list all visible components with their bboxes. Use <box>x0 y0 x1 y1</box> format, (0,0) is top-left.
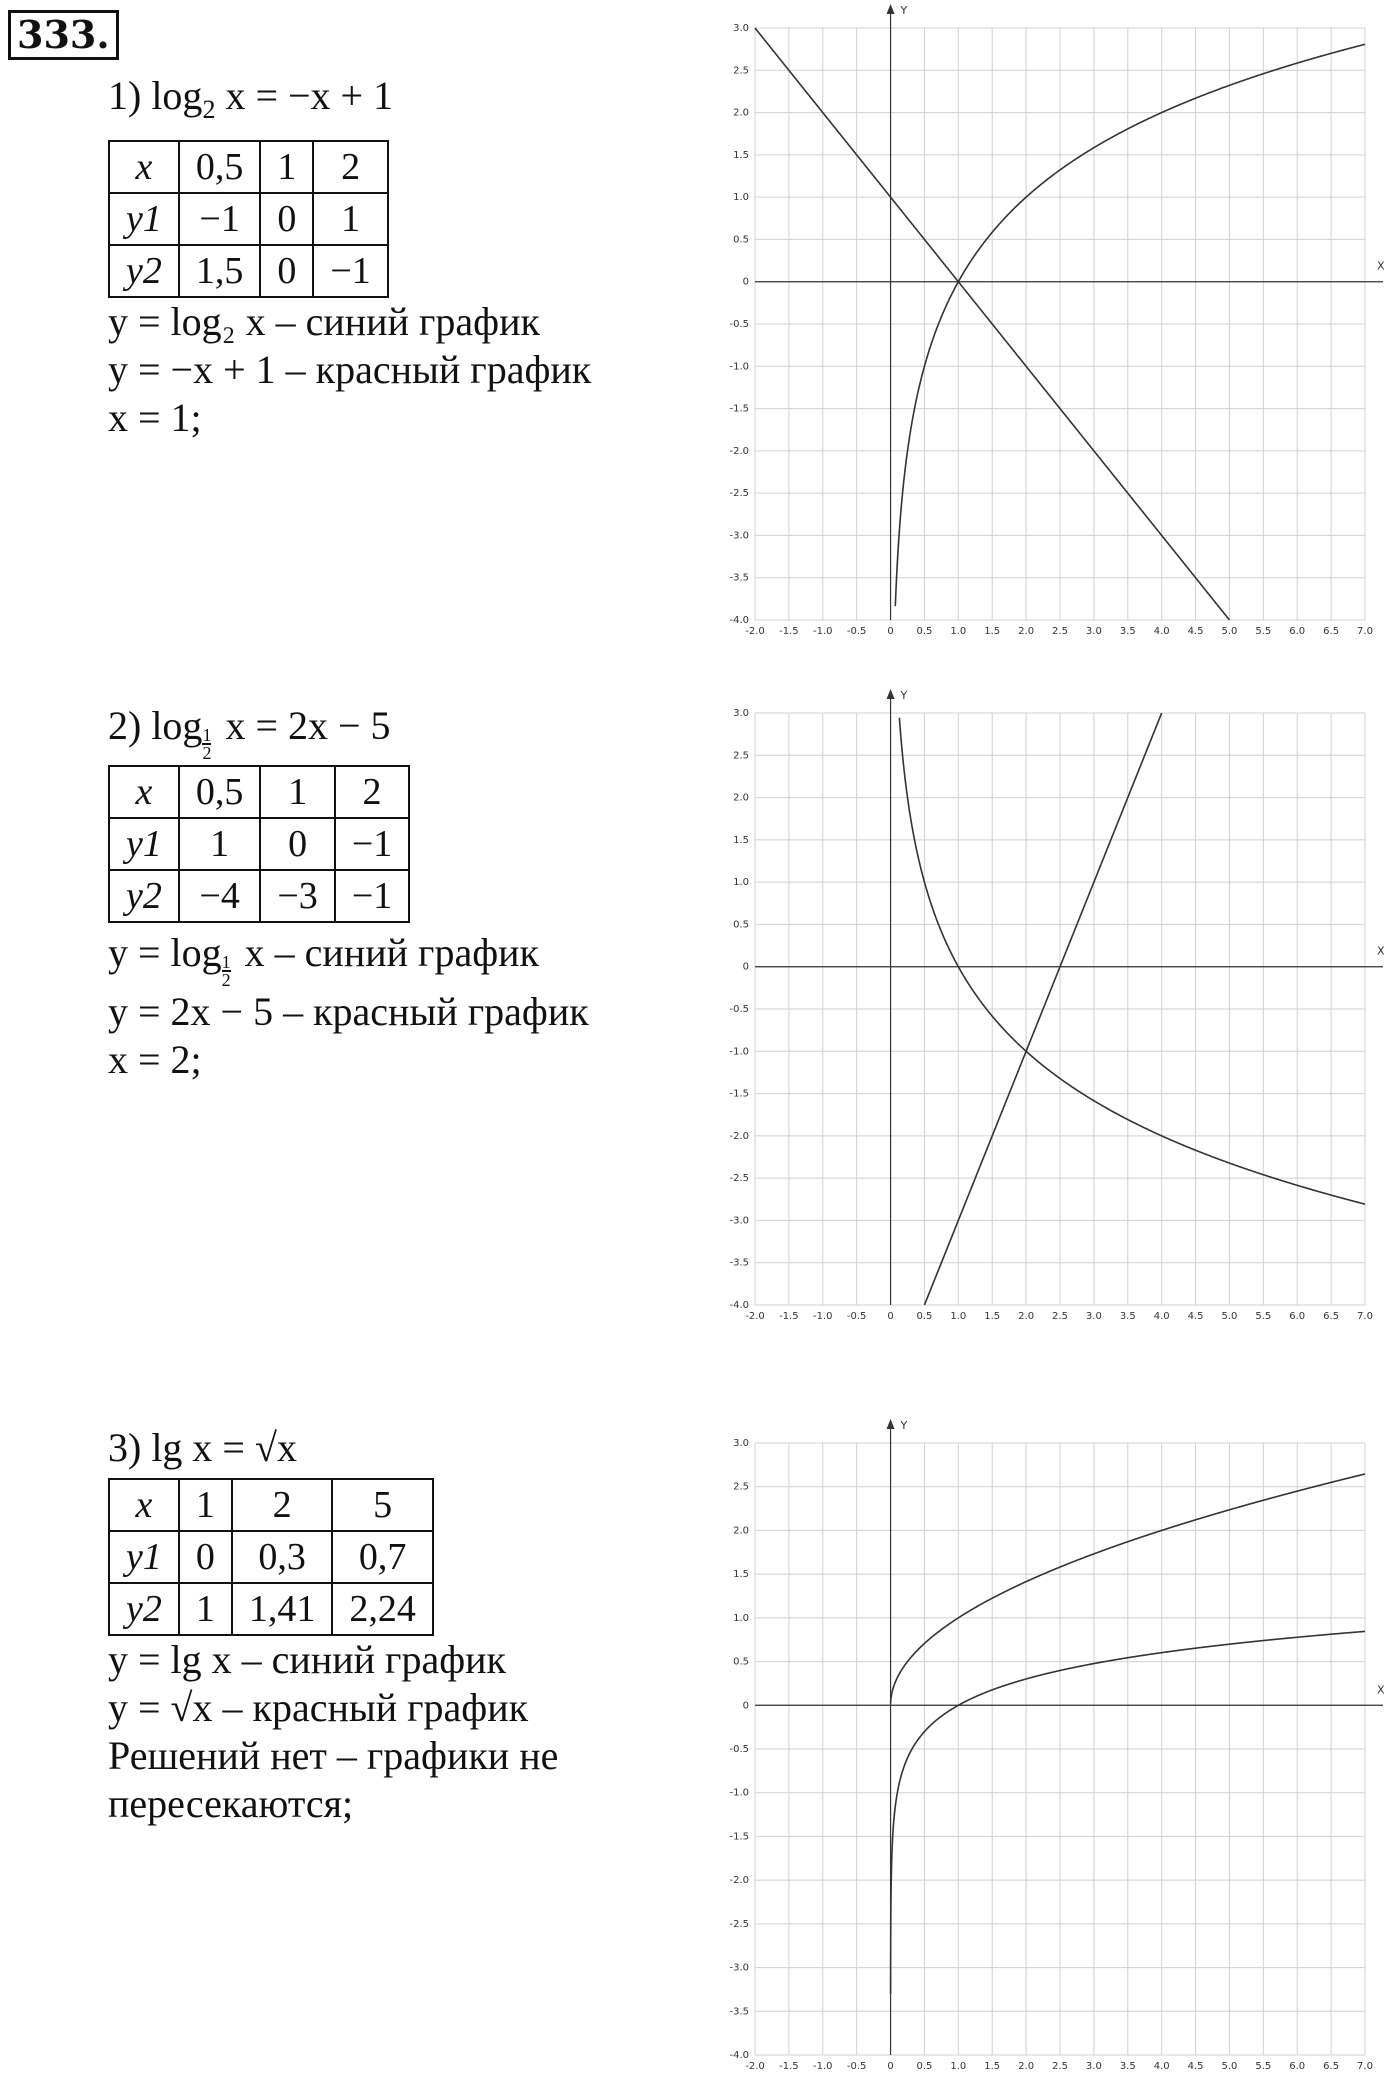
problem-2-answer: x = 2; <box>108 1037 202 1082</box>
y-tick-label: 3.0 <box>733 708 749 719</box>
x-axis-label: X <box>1377 1683 1385 1697</box>
problem-2-heading <box>108 700 589 761</box>
x-tick-label: 4.0 <box>1153 2061 1170 2072</box>
y-tick-label: 0 <box>742 1700 749 1712</box>
table-cell: 5 <box>332 1479 433 1531</box>
table-row <box>109 245 388 297</box>
problem-2-line-1 <box>108 923 589 988</box>
table-cell: 0,5 <box>179 141 261 193</box>
grid <box>755 713 1365 1305</box>
fraction-numerator: 1 <box>221 952 231 972</box>
x-tick-label: 7.0 <box>1357 1311 1373 1322</box>
row-header: y2 <box>109 245 179 297</box>
table-cell: 0 <box>260 818 334 870</box>
x-tick-label: 2.5 <box>1052 2061 1068 2072</box>
table-cell: 1 <box>260 141 313 193</box>
y-axis-label: Y <box>900 1419 908 1432</box>
table-cell: −3 <box>260 870 334 922</box>
y-tick-label: 1.0 <box>733 1612 749 1624</box>
y-tick-label: -4.0 <box>729 2050 749 2061</box>
x-tick-label: 6.0 <box>1289 1311 1306 1322</box>
x-tick-label: 4.5 <box>1187 1311 1204 1322</box>
y-tick-label: 2.0 <box>733 1525 749 1537</box>
y-tick-label: -2.0 <box>729 445 749 457</box>
x-tick-label: 5.5 <box>1255 626 1272 637</box>
fraction-denominator: 2 <box>202 743 212 763</box>
x-tick-label: 1.0 <box>950 1311 967 1322</box>
problem-1-line-2: y = −x + 1 – красный график <box>108 347 592 392</box>
table-row <box>109 1531 433 1583</box>
y-tick-label: -3.5 <box>729 1257 749 1269</box>
y-tick-label: 1.5 <box>733 149 749 161</box>
row-header: x <box>109 1479 179 1531</box>
y-tick-label: -1.5 <box>729 1831 749 1843</box>
chart-1-svg <box>715 0 1395 650</box>
x-tick-label: 3.0 <box>1085 1311 1102 1322</box>
y-tick-label: -2.0 <box>729 1130 749 1142</box>
row-header: y1 <box>109 193 179 245</box>
x-tick-label: -0.5 <box>846 1311 867 1322</box>
x-tick-label: 5.0 <box>1221 1311 1238 1322</box>
table-cell: −1 <box>335 870 409 922</box>
fraction-denominator: 2 <box>221 970 231 990</box>
x-tick-label: 7.0 <box>1357 626 1373 637</box>
x-tick-label: 4.5 <box>1187 626 1204 637</box>
chart-1 <box>715 0 1395 650</box>
table-row <box>109 818 409 870</box>
log-base: 2 <box>202 95 216 124</box>
y-axis-arrow <box>887 689 895 699</box>
x-tick-label: 1.5 <box>984 1311 1001 1322</box>
y-tick-label: -3.0 <box>729 1215 749 1227</box>
values-table-1 <box>108 140 389 298</box>
x-tick-label: 4.0 <box>1153 626 1170 637</box>
x-tick-label: 2.0 <box>1018 1311 1035 1322</box>
heading-rest: x = −x + 1 <box>215 73 394 118</box>
row-header: x <box>109 141 179 193</box>
y-tick-label: -0.5 <box>729 1744 749 1755</box>
table-cell: 0,7 <box>332 1531 433 1583</box>
chart-2 <box>715 685 1395 1335</box>
y-tick-label: 2.0 <box>733 792 749 804</box>
table-cell: 1 <box>179 1583 232 1635</box>
problem-3-answer-1: Решений нет – графики не <box>108 1733 559 1778</box>
x-tick-label: 1.0 <box>950 2061 967 2072</box>
y-tick-label: -2.5 <box>729 1918 749 1930</box>
table-row <box>109 1583 433 1635</box>
x-tick-label: -2.0 <box>745 2061 765 2072</box>
x-tick-label: 6.5 <box>1323 626 1340 637</box>
x-tick-label: -1.5 <box>779 1311 799 1322</box>
table-cell: 1 <box>179 818 261 870</box>
table-cell: 1 <box>260 766 334 818</box>
table-row <box>109 141 388 193</box>
problem-3-line-1: y = lg x – синий график <box>108 1637 506 1682</box>
x-tick-label: 1.5 <box>984 626 1001 637</box>
x-tick-label: 0 <box>887 626 894 637</box>
chart-3-svg <box>715 1415 1395 2085</box>
y-tick-label: -3.0 <box>729 1962 749 1974</box>
x-tick-label: 0.5 <box>916 2061 933 2072</box>
y-tick-label: 0.5 <box>733 234 749 246</box>
x-tick-label: 6.0 <box>1289 626 1306 637</box>
x-axis-label: X <box>1377 259 1385 273</box>
table-row <box>109 870 409 922</box>
y-tick-label: 3.0 <box>733 23 749 34</box>
y-tick-label: -2.5 <box>729 1173 749 1185</box>
chart-2-svg <box>715 685 1395 1335</box>
y-axis-arrow <box>887 4 895 14</box>
y-tick-label: 2.5 <box>733 1481 749 1493</box>
x-tick-label: 1.0 <box>950 626 967 637</box>
y-tick-label: -1.0 <box>729 1046 749 1058</box>
series-line-1 <box>899 718 1365 1204</box>
row-header: y2 <box>109 1583 179 1635</box>
table-cell: 0,5 <box>179 766 261 818</box>
x-tick-label: 6.0 <box>1289 2061 1306 2072</box>
y-tick-label: -3.0 <box>729 530 749 542</box>
x-tick-label: 6.5 <box>1323 2061 1340 2072</box>
table-cell: −1 <box>335 818 409 870</box>
y-tick-label: 1.5 <box>733 1569 749 1581</box>
chart-3 <box>715 1415 1395 2085</box>
y-tick-label: 3.0 <box>733 1438 749 1449</box>
line-prefix: y = log <box>108 930 222 975</box>
y-tick-label: -0.5 <box>729 319 749 330</box>
x-axis-label: X <box>1377 944 1385 958</box>
x-tick-label: 3.0 <box>1085 626 1102 637</box>
x-tick-label: 5.5 <box>1255 2061 1272 2072</box>
y-tick-label: 0.5 <box>733 1656 749 1668</box>
log-base-fraction <box>202 727 211 761</box>
fraction-numerator: 1 <box>202 725 212 745</box>
x-tick-label: 7.0 <box>1357 2061 1373 2072</box>
table-cell: −1 <box>313 245 387 297</box>
problem-3-heading: 3) lg x = √x <box>108 1425 297 1470</box>
x-tick-label: 0 <box>887 1311 894 1322</box>
table-cell: −4 <box>179 870 261 922</box>
table-cell: 2 <box>232 1479 333 1531</box>
x-tick-label: 5.0 <box>1221 626 1238 637</box>
y-tick-label: 2.5 <box>733 65 749 77</box>
row-header: y1 <box>109 1531 179 1583</box>
x-tick-label: 1.5 <box>984 2061 1001 2072</box>
y-tick-label: -2.5 <box>729 488 749 500</box>
x-tick-label: 5.5 <box>1255 1311 1272 1322</box>
line-rest: x – синий график <box>234 930 539 975</box>
x-tick-label: -0.5 <box>846 626 867 637</box>
x-tick-label: -1.0 <box>813 1311 833 1322</box>
table-cell: 1 <box>313 193 387 245</box>
row-header: y2 <box>109 870 179 922</box>
series-line-1 <box>895 44 1365 606</box>
y-tick-label: -3.5 <box>729 2006 749 2018</box>
grid <box>755 1443 1365 2055</box>
table-cell: −1 <box>179 193 261 245</box>
x-tick-label: 2.0 <box>1018 626 1035 637</box>
table-cell: 1,41 <box>232 1583 333 1635</box>
y-tick-label: 0.5 <box>733 919 749 931</box>
problem-1-heading <box>108 70 591 136</box>
y-tick-label: -2.0 <box>729 1875 749 1887</box>
problem-2-line-2: y = 2x − 5 – красный график <box>108 989 589 1034</box>
table-cell: 1 <box>179 1479 232 1531</box>
row-header: y1 <box>109 818 179 870</box>
values-table-3 <box>108 1478 434 1636</box>
x-tick-label: 2.0 <box>1018 2061 1035 2072</box>
y-tick-label: -4.0 <box>729 615 749 626</box>
y-tick-label: -4.0 <box>729 1300 749 1311</box>
table-cell: 2,24 <box>332 1583 433 1635</box>
log-base-fraction <box>222 954 231 988</box>
y-axis-label: Y <box>900 689 908 702</box>
y-axis-arrow <box>887 1419 895 1429</box>
grid <box>755 28 1365 620</box>
y-tick-label: -3.5 <box>729 572 749 584</box>
x-tick-label: 4.5 <box>1187 2061 1204 2072</box>
x-tick-label: 3.5 <box>1119 1311 1136 1322</box>
problem-1-answer: x = 1; <box>108 395 202 440</box>
x-tick-label: 4.0 <box>1153 1311 1170 1322</box>
x-tick-label: 0.5 <box>916 1311 933 1322</box>
table-cell: 0 <box>260 245 313 297</box>
x-tick-label: -1.0 <box>813 626 833 637</box>
y-tick-label: -1.5 <box>729 403 749 415</box>
table-row <box>109 193 388 245</box>
y-tick-label: 0 <box>742 276 749 288</box>
y-tick-label: -1.5 <box>729 1088 749 1100</box>
x-tick-label: -1.5 <box>779 626 799 637</box>
problem-2 <box>108 700 589 1084</box>
y-tick-label: 1.0 <box>733 192 749 204</box>
y-tick-label: -1.0 <box>729 361 749 373</box>
heading-prefix: 2) log <box>108 703 203 748</box>
x-tick-label: 0 <box>887 2061 894 2072</box>
exercise-number: 333. <box>8 10 119 60</box>
x-tick-label: -2.0 <box>745 626 765 637</box>
y-tick-label: 2.0 <box>733 107 749 119</box>
heading-rest: x = 2x − 5 <box>215 703 391 748</box>
x-tick-label: -1.0 <box>813 2061 833 2072</box>
problem-3-line-2: y = √x – красный график <box>108 1685 529 1730</box>
x-tick-label: 2.5 <box>1052 626 1068 637</box>
table-cell: 2 <box>313 141 387 193</box>
x-tick-label: -0.5 <box>846 2061 867 2072</box>
problem-1 <box>108 70 591 442</box>
x-tick-label: 3.5 <box>1119 626 1136 637</box>
table-cell: 0 <box>179 1531 232 1583</box>
table-cell: 1,5 <box>179 245 261 297</box>
x-tick-label: -1.5 <box>779 2061 799 2072</box>
table-cell: 0 <box>260 193 313 245</box>
values-table-2 <box>108 765 410 923</box>
x-tick-label: 2.5 <box>1052 1311 1068 1322</box>
table-row <box>109 766 409 818</box>
x-tick-label: -2.0 <box>745 1311 765 1322</box>
x-tick-label: 6.5 <box>1323 1311 1340 1322</box>
x-tick-label: 3.0 <box>1085 2061 1102 2072</box>
y-tick-label: -1.0 <box>729 1787 749 1799</box>
heading-prefix: 1) log <box>108 73 203 118</box>
y-tick-label: 0 <box>742 961 749 973</box>
x-tick-label: 0.5 <box>916 626 933 637</box>
table-cell: 0,3 <box>232 1531 333 1583</box>
y-axis-label: Y <box>900 4 908 17</box>
y-tick-label: -0.5 <box>729 1004 749 1015</box>
y-tick-label: 2.5 <box>733 750 749 762</box>
x-tick-label: 3.5 <box>1119 2061 1136 2072</box>
y-tick-label: 1.0 <box>733 877 749 889</box>
x-tick-label: 5.0 <box>1221 2061 1238 2072</box>
table-cell: 2 <box>335 766 409 818</box>
table-row <box>109 1479 433 1531</box>
problem-3-answer-2: пересекаются; <box>108 1781 354 1826</box>
problem-1-line-1: y = log₂ x – синий график <box>108 299 540 344</box>
y-tick-label: 1.5 <box>733 834 749 846</box>
row-header: x <box>109 766 179 818</box>
problem-3 <box>108 1422 558 1828</box>
